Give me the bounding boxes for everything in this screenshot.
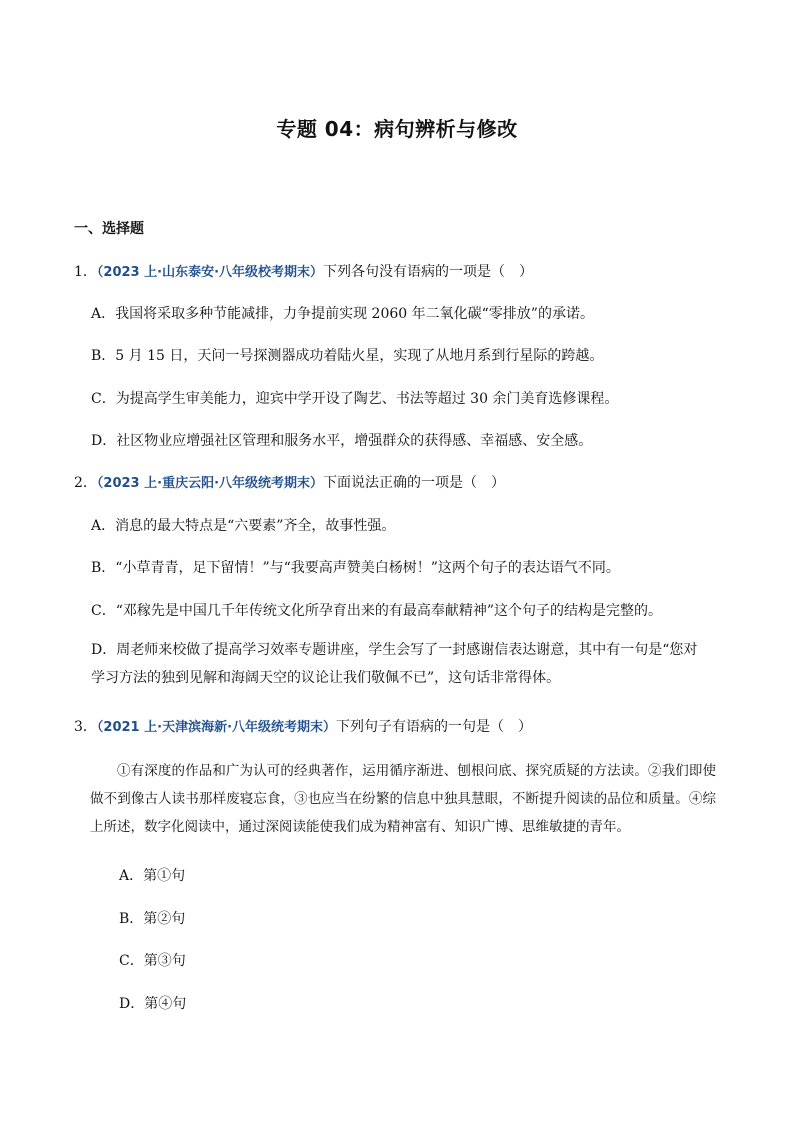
option-3c: C．第③句	[119, 953, 186, 969]
option-3a: A．第①句	[119, 868, 186, 884]
option-3b: B．第②句	[119, 911, 186, 927]
question-number: 2．	[74, 475, 97, 491]
option-1a: A．我国将采取多种节能减排，力争提前实现 2060 年二氧化碳“零排放”的承诺。	[91, 306, 594, 322]
reading-passage: ①有深度的作品和广为认可的经典著作，运用循序渐进、刨根问底、探究质疑的方法读。②我们即使做不到像古人读书那样废寝忘食，③也应当在纷繁的信息中独具慧眼，不断提升阅读的品位和质量。④综上所述，数字化阅读中，通过深阅读能使我们成为精神富有、知识广博、思维敏捷的青年。	[90, 763, 716, 835]
question-number: 1．	[74, 264, 97, 280]
question-2	[74, 472, 505, 492]
option-1d: D．社区物业应增强社区管理和服务水平，增强群众的获得感、幸福感、安全感。	[91, 433, 593, 449]
question-number: 3．	[74, 719, 97, 735]
question-source: （2023 上·山东泰安·八年级校考期末）	[96, 265, 324, 280]
option-2d: D．周老师来校做了提高学习效率专题讲座，学生会写了一封感谢信表达谢意，其中有一句是“您对学习方法的独到见解和海阔天空的议论让我们敬佩不已”，这句话非常得体。	[91, 642, 698, 686]
option-1b: B．5 月 15 日，天问一号探测器成功着陆火星，实现了从地月系到行星际的跨越。	[91, 348, 604, 364]
option-2c: C．“邓稼先是中国几千年传统文化所孕育出来的有最高奉献精神”这个句子的结构是完整的。	[91, 603, 663, 619]
question-stem: 下列句子有语病的一句是（ ）	[336, 719, 533, 735]
option-1c: C．为提高学生审美能力，迎宾中学开设了陶艺、书法等超过 30 余门美育选修课程。	[91, 391, 619, 407]
question-stem: 下面说法正确的一项是（ ）	[323, 475, 506, 491]
question-source: （2021 上·天津滨海新·八年级统考期末）	[96, 720, 337, 735]
option-2b: B．“小草青青，足下留情！”与“我要高声赞美白杨树！”这两个句子的表达语气不同。	[91, 560, 620, 576]
question-3	[74, 716, 532, 736]
page-title: 专题 04：病句辨析与修改	[276, 117, 518, 141]
question-1	[74, 261, 533, 281]
option-3d: D．第④句	[119, 996, 187, 1012]
question-source: （2023 上·重庆云阳·八年级统考期末）	[96, 476, 324, 491]
option-2a: A．消息的最大特点是“六要素”齐全，故事性强。	[91, 518, 396, 534]
question-stem: 下列各句没有语病的一项是（ ）	[323, 264, 534, 280]
section-heading: 一、选择题	[74, 221, 144, 237]
